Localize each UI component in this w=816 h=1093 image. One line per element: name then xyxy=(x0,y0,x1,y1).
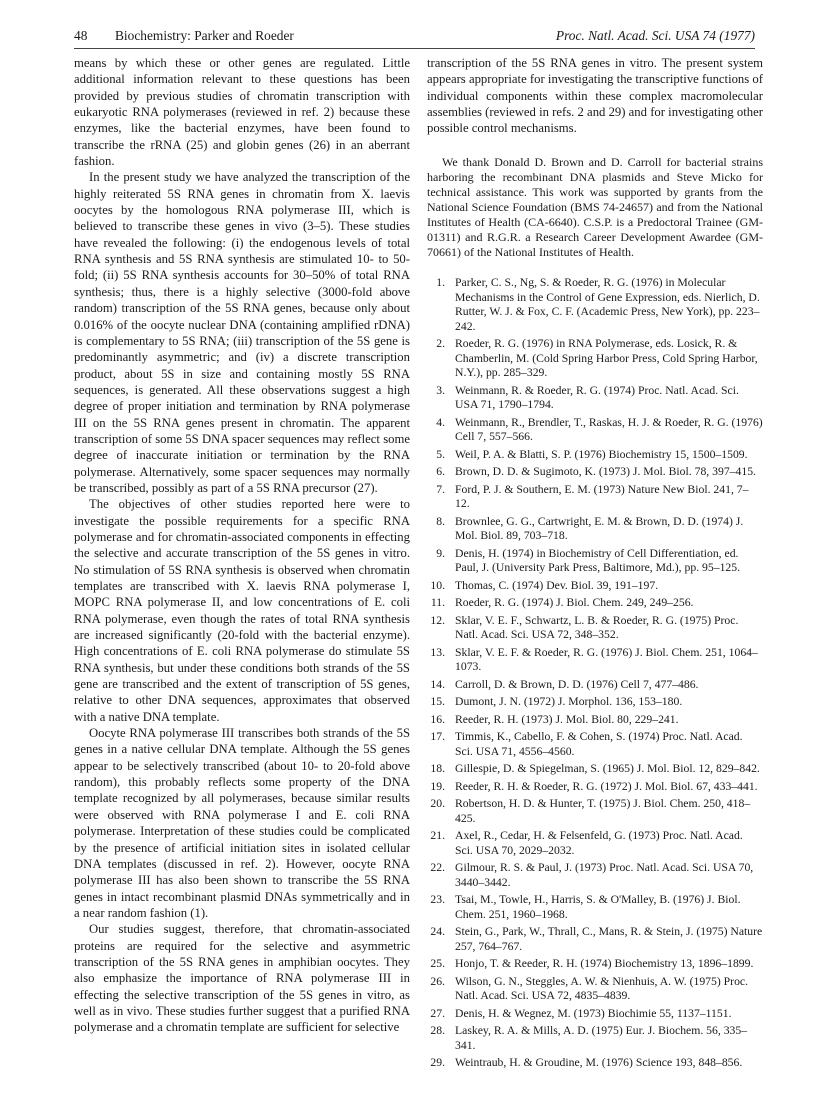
reference-item xyxy=(427,596,763,611)
running-title: Biochemistry: Parker and Roeder xyxy=(115,28,294,43)
reference-item xyxy=(427,861,763,890)
reference-text: Denis, H. (1974) in Biochemistry of Cell Differentiation, ed. Paul, J. (University Park Press, Baltimore, Md.), pp. 95–125. xyxy=(455,546,741,575)
reference-item xyxy=(427,893,763,922)
reference-text: Roeder, R. G. (1974) J. Biol. Chem. 249, 249–256. xyxy=(455,596,694,610)
running-header xyxy=(74,28,755,48)
reference-text: Gilmour, R. S. & Paul, J. (1973) Proc. Natl. Acad. Sci. USA 70, 3440–3442. xyxy=(455,861,754,889)
reference-text: Tsai, M., Towle, H., Harris, S. & O'Malley, B. (1976) J. Biol. Chem. 251, 1960–1968. xyxy=(455,893,741,921)
reference-item xyxy=(427,829,763,858)
reference-item xyxy=(427,465,763,480)
reference-item xyxy=(427,579,763,594)
reference-number: 23. xyxy=(430,893,445,907)
reference-number: 16. xyxy=(430,712,445,726)
page-number: 48 xyxy=(74,28,88,43)
reference-item xyxy=(427,483,763,512)
body-paragraph: The objectives of other studies reported here were to investigate the possible requirements for a specific RNA polymerase and for chromatin-associated components in effecting the selective and accurate transcription of the 5S genes in vitro. No stimulation of 5S RNA synthesis is observed when chromatin templates are transcribed with X. laevis RNA polymerase I, MOPC RNA polymerase II, and low concentrations of E. coli RNA polymerase, even though the rates of total RNA synthesis are increased significantly (20-fold with the bacterial enzyme). High concentrations of E. coli RNA polymerase do stimulate 5S RNA synthesis, but under these conditions both strands of the 5S gene are transcribed and the extent of transcription of 5S genes, relative to other DNA sequences, approximates that observed with a native DNA template. xyxy=(74,497,410,724)
reference-text: Thomas, C. (1974) Dev. Biol. 39, 191–197. xyxy=(455,578,659,592)
reference-number: 24. xyxy=(430,925,445,939)
reference-number: 2. xyxy=(436,337,445,351)
reference-text: Robertson, H. D. & Hunter, T. (1975) J. Biol. Chem. 250, 418–425. xyxy=(455,797,751,825)
reference-item xyxy=(427,448,763,463)
reference-number: 21. xyxy=(430,829,445,843)
reference-item xyxy=(427,975,763,1004)
reference-item xyxy=(427,695,763,710)
reference-item xyxy=(427,515,763,544)
reference-number: 17. xyxy=(430,730,445,744)
reference-number: 5. xyxy=(436,447,445,461)
reference-number: 15. xyxy=(430,695,445,709)
reference-text: Ford, P. J. & Southern, E. M. (1973) Nature New Biol. 241, 7–12. xyxy=(455,482,749,511)
reference-item xyxy=(427,1007,763,1022)
reference-text: Dumont, J. N. (1972) J. Morphol. 136, 153–180. xyxy=(455,695,683,709)
body-paragraph: In the present study we have analyzed the transcription of the highly reiterated 5S RNA genes in chromatin from X. laevis oocytes by the homologous RNA polymerase III, which is believed to transcribe these genes in vivo (3–5). These studies have revealed the following: (i) the endogenous levels of total RNA synthesis and 5S RNA synthesis are stimulated 10- to 50-fold; (ii) 5S RNA synthesis accounts for 30–50% of total RNA synthesis; thus, there is a highly selective (3000-fold above random) transcription of the 5S RNA genes, because only about 0.016% of the oocyte nuclear DNA (containing amplified rDNA) is complementary to 5S RNA; (iii) transcription of the 5S gene is predominantly asymmetric; and (iv) a discrete transcription product, about 5S in size and containing mostly 5S RNA sequences, is generated. All these observations suggest a high degree of proper initiation and termination by RNA polymerase III on the 5S RNA genes present in chromatin. The apparent transcription of some 5S DNA spacer sequences may reflect some degree of inaccurate initiation or termination by the RNA polymerase. Alternatively, some spacer sequences may normally be transcribed, possibly as part of a 5S RNA precursor (27). xyxy=(74,170,410,495)
reference-item xyxy=(427,276,763,334)
reference-number: 20. xyxy=(430,797,445,811)
reference-text: Parker, C. S., Ng, S. & Roeder, R. G. (1976) in Molecular Mechanisms in the Control of Gene Expression, eds. Nierlich, D. Rutter, W. J. & Fox, C. F. (Academic Press, New York), pp. 223–242. xyxy=(455,276,760,333)
reference-text: Weil, P. A. & Blatti, S. P. (1976) Biochemistry 15, 1500–1509. xyxy=(455,447,748,461)
reference-text: Brown, D. D. & Sugimoto, K. (1973) J. Mol. Biol. 78, 397–415. xyxy=(455,465,756,479)
reference-number: 4. xyxy=(436,415,445,429)
reference-number: 13. xyxy=(430,645,445,659)
reference-number: 3. xyxy=(436,383,445,397)
reference-text: Brownlee, G. G., Cartwright, E. M. & Brown, D. D. (1974) J. Mol. Biol. 89, 703–718. xyxy=(455,514,744,543)
reference-list xyxy=(427,276,763,1071)
reference-item xyxy=(427,925,763,954)
reference-text: Timmis, K., Cabello, F. & Cohen, S. (1974) Proc. Natl. Acad. Sci. USA 71, 4556–4560. xyxy=(455,730,743,758)
reference-text: Denis, H. & Wegnez, M. (1973) Biochimie 55, 1137–1151. xyxy=(455,1006,732,1020)
reference-text: Sklar, V. E. F., Schwartz, L. B. & Roeder, R. G. (1975) Proc. Natl. Acad. Sci. USA 72, 348–352. xyxy=(455,613,739,642)
reference-text: Axel, R., Cedar, H. & Felsenfeld, G. (1973) Proc. Natl. Acad. Sci. USA 70, 2029–2032. xyxy=(455,829,743,857)
reference-item xyxy=(427,713,763,728)
reference-text: Roeder, R. G. (1976) in RNA Polymerase, eds. Losick, R. & Chamberlin, M. (Cold Spring Harbor Press, Cold Spring Harbor, N.Y.), pp. 285–329. xyxy=(455,337,758,380)
reference-item xyxy=(427,384,763,413)
body-paragraph: Our studies suggest, therefore, that chromatin-associated proteins are required for the selective and asymmetric transcription of the 5S RNA genes in amphibian oocytes. They also emphasize the importance of RNA polymerase III in effecting the selective transcription of the 5S genes in vitro, as well as in vivo. These studies further suggest that a purified RNA polymerase and a chromatin template are sufficient for selective xyxy=(74,922,410,1035)
reference-item xyxy=(427,797,763,826)
reference-number: 1. xyxy=(436,276,445,290)
reference-number: 9. xyxy=(436,546,445,560)
reference-text: Sklar, V. E. F. & Roeder, R. G. (1976) J. Biol. Chem. 251, 1064–1073. xyxy=(455,645,758,674)
reference-text: Stein, G., Park, W., Thrall, C., Mans, R. & Stein, J. (1975) Nature 257, 764–767. xyxy=(455,925,763,953)
reference-number: 27. xyxy=(430,1006,445,1020)
reference-number: 11. xyxy=(430,596,445,610)
reference-number: 6. xyxy=(436,465,445,479)
reference-item xyxy=(427,730,763,759)
reference-text: Laskey, R. A. & Mills, A. D. (1975) Eur. J. Biochem. 56, 335–341. xyxy=(455,1024,748,1052)
reference-item xyxy=(427,1024,763,1053)
reference-number: 25. xyxy=(430,957,445,971)
left-column xyxy=(74,55,410,1036)
reference-number: 28. xyxy=(430,1024,445,1038)
body-paragraph: Oocyte RNA polymerase III transcribes both strands of the 5S genes in a native cellular DNA template. Although the 5S genes appear to be selectively transcribed (about 10- to 20-fold above random), this probably reflects some property of the DNA template recognized by all polymerases, because similar results were observed with RNA polymerase I and E. coli RNA polymerase. Interpretation of these studies could be complicated by the presence of artificial initiation sites in isolated cellular DNA templates (discussed in ref. 2). However, oocyte RNA polymerase III has also been shown to transcribe the 5S RNA genes in intact recombinant plasmid DNAs symmetrically and in a near random fashion (1). xyxy=(74,726,410,920)
reference-number: 29. xyxy=(430,1056,445,1070)
reference-text: Gillespie, D. & Spiegelman, S. (1965) J. Mol. Biol. 12, 829–842. xyxy=(455,762,760,776)
reference-text: Wilson, G. N., Steggles, A. W. & Nienhuis, A. W. (1975) Proc. Natl. Acad. Sci. USA 72, 4835–4839. xyxy=(455,974,749,1003)
reference-item xyxy=(427,547,763,576)
reference-number: 19. xyxy=(430,779,445,793)
reference-number: 12. xyxy=(430,613,445,627)
reference-item xyxy=(427,646,763,675)
reference-number: 26. xyxy=(430,974,445,988)
reference-item xyxy=(427,416,763,445)
reference-item xyxy=(427,957,763,972)
reference-text: Reeder, R. H. & Roeder, R. G. (1972) J. Mol. Biol. 67, 433–441. xyxy=(455,779,758,793)
reference-item xyxy=(427,1056,763,1071)
acknowledgment: We thank Donald D. Brown and D. Carroll for bacterial strains harboring the recombinant DNA plasmids and Steve Micko for technical assistance. This work was supported by grants from the National Science Foundation (BMS 74-24657) and from the National Institutes of Health (CA-6640). C.S.P. is a Predoctoral Trainee (GM-01311) and R.G.R. a Research Career Development Awardee (GM-70661) of the National Institutes of Health. xyxy=(427,154,763,260)
reference-text: Weinmann, R., Brendler, T., Raskas, H. J. & Roeder, R. G. (1976) Cell 7, 557–566. xyxy=(455,415,763,444)
reference-number: 18. xyxy=(430,762,445,776)
journal-citation: Proc. Natl. Acad. Sci. USA 74 (1977) xyxy=(555,28,755,43)
reference-text: Honjo, T. & Reeder, R. H. (1974) Biochemistry 13, 1896–1899. xyxy=(455,957,754,971)
reference-number: 7. xyxy=(436,482,445,496)
reference-number: 14. xyxy=(430,677,445,691)
reference-text: Reeder, R. H. (1973) J. Mol. Biol. 80, 229–241. xyxy=(455,712,679,726)
reference-item xyxy=(427,762,763,777)
reference-item xyxy=(427,337,763,381)
body-paragraph: transcription of the 5S RNA genes in vitro. The present system appears appropriate for investigating the transcriptive functions of individual components within these complex macromolecular assemblies (reviewed in refs. 2 and 29) and for investigating other possible control mechanisms. xyxy=(427,56,763,136)
reference-text: Carroll, D. & Brown, D. D. (1976) Cell 7, 477–486. xyxy=(455,677,699,691)
reference-item xyxy=(427,780,763,795)
header-rule xyxy=(74,48,755,49)
reference-number: 10. xyxy=(430,578,445,592)
reference-number: 22. xyxy=(430,861,445,875)
right-column xyxy=(427,55,763,1074)
reference-item xyxy=(427,678,763,693)
body-paragraph: means by which these or other genes are regulated. Little additional information relevant to these questions has been provided by previous studies of chromatin transcription with eukaryotic RNA polymerases (reviewed in ref. 2) because these enzymes, like the bacterial enzymes, have been found to transcribe the rRNA (25) and globin genes (26) in an aberrant fashion. xyxy=(74,56,410,169)
reference-number: 8. xyxy=(436,514,445,528)
reference-item xyxy=(427,614,763,643)
reference-text: Weinmann, R. & Roeder, R. G. (1974) Proc. Natl. Acad. Sci. USA 71, 1790–1794. xyxy=(455,383,739,412)
reference-text: Weintraub, H. & Groudine, M. (1976) Science 193, 848–856. xyxy=(455,1056,743,1070)
